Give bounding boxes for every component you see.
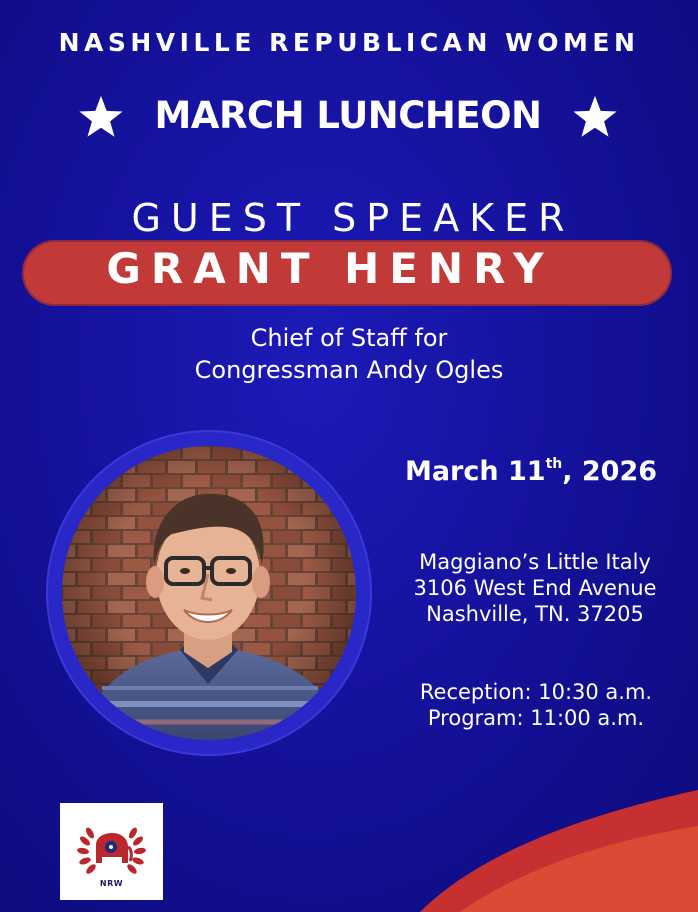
- nrw-logo: [60, 803, 163, 900]
- event-name: MARCH LUNCHEON: [154, 94, 542, 137]
- venue-street: 3106 West End Avenue: [413, 576, 657, 600]
- date-month-day: March 11: [404, 456, 546, 487]
- reception-time: Reception: 10:30 a.m.: [419, 680, 653, 704]
- organization-name: NASHVILLE REPUBLICAN WOMEN: [58, 28, 640, 57]
- date-suffix: th: [545, 456, 563, 472]
- speaker-name: GRANT HENRY: [106, 244, 554, 293]
- speaker-title-line1: Chief of Staff for: [250, 324, 448, 352]
- venue-city: Nashville, TN. 37205: [426, 602, 644, 626]
- program-time: Program: 11:00 a.m.: [427, 706, 645, 730]
- speaker-title-line2: Congressman Andy Ogles: [194, 356, 504, 384]
- logo-label: NRW: [99, 879, 124, 888]
- venue-name: Maggiano’s Little Italy: [419, 550, 651, 574]
- date-year: , 2026: [562, 456, 658, 487]
- guest-speaker-heading: GUEST SPEAKER: [131, 196, 575, 240]
